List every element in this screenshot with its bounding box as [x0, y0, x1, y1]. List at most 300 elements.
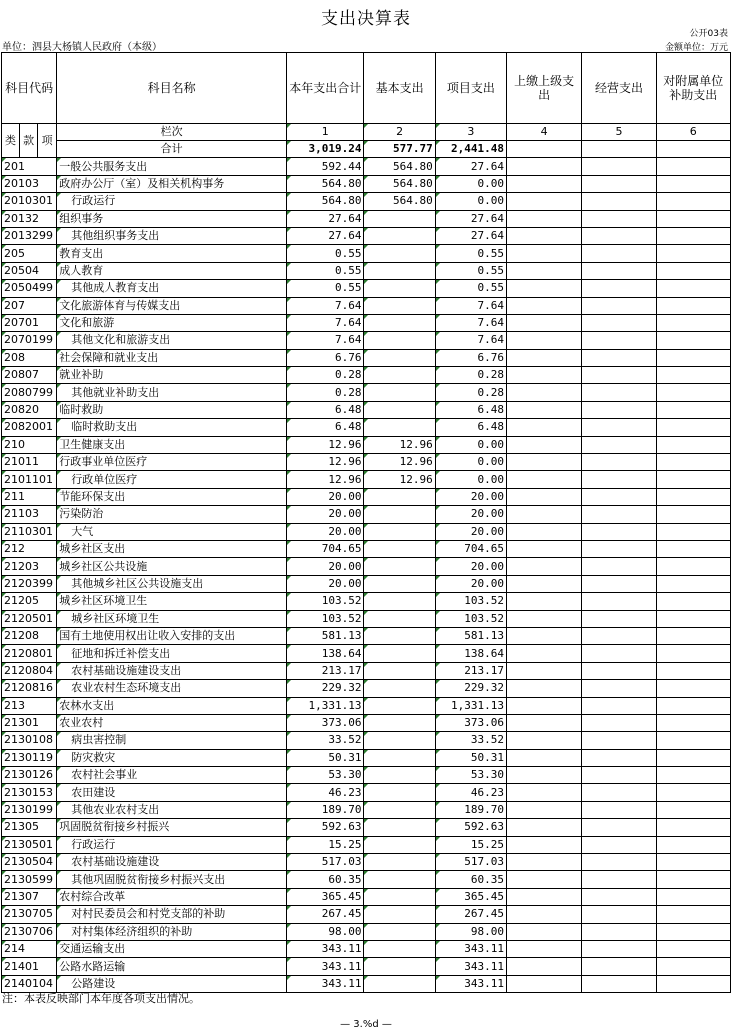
amount-c2 — [364, 540, 435, 557]
amount-c5 — [582, 645, 656, 662]
amount-c1: 343.11 — [287, 940, 364, 957]
subject-name: 城乡社区环境卫生 — [57, 593, 287, 610]
amount-c2 — [364, 575, 435, 592]
amount-c6 — [656, 367, 730, 384]
amount-c1: 0.28 — [287, 367, 364, 384]
amount-c4 — [507, 280, 582, 297]
reporting-unit: 单位：泗县大杨镇人民政府（本级） — [2, 42, 162, 53]
amount-c5 — [582, 384, 656, 401]
amount-c1: 564.80 — [287, 193, 364, 210]
table-row — [2, 297, 731, 314]
amount-c6 — [656, 593, 730, 610]
amount-c4 — [507, 819, 582, 836]
amount-c5 — [582, 749, 656, 766]
subject-name: 农村基础设施建设支出 — [57, 662, 287, 679]
amount-c4 — [507, 906, 582, 923]
amount-c6 — [656, 854, 730, 871]
subject-name: 卫生健康支出 — [57, 436, 287, 453]
subject-code: 205 — [2, 245, 57, 262]
amount-c6 — [656, 193, 730, 210]
subject-name: 国有土地使用权出让收入安排的支出 — [57, 627, 287, 644]
amount-c2 — [364, 958, 435, 975]
header-kuan: 款 — [20, 124, 38, 158]
subject-code: 21011 — [2, 454, 57, 471]
amount-c5 — [582, 732, 656, 749]
subject-name: 行政运行 — [57, 193, 287, 210]
table-row — [2, 436, 731, 453]
amount-c3: 0.00 — [435, 193, 506, 210]
table-row — [2, 645, 731, 662]
subject-code: 2130126 — [2, 767, 57, 784]
amount-c6 — [656, 923, 730, 940]
subject-name: 成人教育 — [57, 262, 287, 279]
table-row — [2, 349, 731, 366]
amount-c1: 7.64 — [287, 314, 364, 331]
subject-name: 行政事业单位医疗 — [57, 454, 287, 471]
col-index-2: 2 — [364, 124, 435, 141]
amount-c4 — [507, 262, 582, 279]
amount-c4 — [507, 627, 582, 644]
amount-c2 — [364, 906, 435, 923]
subject-name: 文化和旅游 — [57, 314, 287, 331]
amount-c5 — [582, 227, 656, 244]
amount-c5 — [582, 593, 656, 610]
amount-c2 — [364, 610, 435, 627]
header-basic-expenditure: 基本支出 — [364, 53, 435, 124]
amount-c4 — [507, 210, 582, 227]
table-row — [2, 175, 731, 192]
table-row — [2, 610, 731, 627]
table-row — [2, 819, 731, 836]
amount-c3: 0.00 — [435, 454, 506, 471]
subject-name: 教育支出 — [57, 245, 287, 262]
amount-c5 — [582, 488, 656, 505]
amount-c1: 103.52 — [287, 593, 364, 610]
amount-c3: 46.23 — [435, 784, 506, 801]
table-row — [2, 749, 731, 766]
amount-c1: 7.64 — [287, 332, 364, 349]
subject-code: 2130599 — [2, 871, 57, 888]
amount-c6 — [656, 906, 730, 923]
amount-c5 — [582, 801, 656, 818]
amount-c3: 27.64 — [435, 227, 506, 244]
amount-c6 — [656, 627, 730, 644]
amount-c5 — [582, 697, 656, 714]
amount-c5 — [582, 714, 656, 731]
amount-c5 — [582, 367, 656, 384]
table-row — [2, 558, 731, 575]
amount-c1: 12.96 — [287, 436, 364, 453]
amount-c6 — [656, 401, 730, 418]
amount-c2 — [364, 332, 435, 349]
amount-c1: 12.96 — [287, 454, 364, 471]
amount-c2 — [364, 975, 435, 992]
table-row — [2, 801, 731, 818]
amount-c5 — [582, 193, 656, 210]
amount-c2: 564.80 — [364, 158, 435, 175]
amount-c4 — [507, 436, 582, 453]
subject-name: 其他农业农村支出 — [57, 801, 287, 818]
amount-c1: 20.00 — [287, 558, 364, 575]
total-row — [2, 141, 731, 158]
amount-c1: 0.55 — [287, 280, 364, 297]
amount-c3: 0.00 — [435, 471, 506, 488]
col-index-5: 5 — [582, 124, 656, 141]
subject-name: 对村民委员会和村党支部的补助 — [57, 906, 287, 923]
table-row — [2, 662, 731, 679]
amount-c4 — [507, 767, 582, 784]
amount-c4 — [507, 854, 582, 871]
amount-c1: 229.32 — [287, 680, 364, 697]
subject-code: 2120501 — [2, 610, 57, 627]
header-lei: 类 — [2, 124, 20, 158]
amount-c3: 20.00 — [435, 558, 506, 575]
col-index-3: 3 — [435, 124, 506, 141]
subject-code: 2082001 — [2, 419, 57, 436]
amount-c5 — [582, 297, 656, 314]
subject-code: 2101101 — [2, 471, 57, 488]
subject-code: 2130706 — [2, 923, 57, 940]
table-row — [2, 627, 731, 644]
subject-name: 组织事务 — [57, 210, 287, 227]
amount-c4 — [507, 558, 582, 575]
amount-c5 — [582, 888, 656, 905]
amount-c6 — [656, 210, 730, 227]
subject-name: 城乡社区环境卫生 — [57, 610, 287, 627]
subject-code: 2120804 — [2, 662, 57, 679]
amount-c4 — [507, 593, 582, 610]
subject-code: 20807 — [2, 367, 57, 384]
amount-c3: 343.11 — [435, 975, 506, 992]
amount-c1: 0.55 — [287, 262, 364, 279]
subject-name: 城乡社区支出 — [57, 540, 287, 557]
amount-c2 — [364, 488, 435, 505]
amount-c4 — [507, 227, 582, 244]
amount-c4 — [507, 575, 582, 592]
amount-c5 — [582, 454, 656, 471]
subject-code: 201 — [2, 158, 57, 175]
subject-name: 临时救助支出 — [57, 419, 287, 436]
amount-c6 — [656, 958, 730, 975]
amount-c3: 60.35 — [435, 871, 506, 888]
amount-c2 — [364, 923, 435, 940]
subject-code: 2140104 — [2, 975, 57, 992]
amount-c1: 27.64 — [287, 210, 364, 227]
table-row — [2, 680, 731, 697]
subject-code: 207 — [2, 297, 57, 314]
amount-c2: 564.80 — [364, 175, 435, 192]
subject-code: 21103 — [2, 506, 57, 523]
subject-name: 政府办公厅（室）及相关机构事务 — [57, 175, 287, 192]
subject-name: 交通运输支出 — [57, 940, 287, 957]
amount-c6 — [656, 297, 730, 314]
footnote: 注：本表反映部门本年度各项支出情况。 — [2, 992, 200, 1005]
subject-code: 2130153 — [2, 784, 57, 801]
amount-c5 — [582, 280, 656, 297]
amount-c1: 60.35 — [287, 871, 364, 888]
amount-c1: 213.17 — [287, 662, 364, 679]
subject-name: 其他文化和旅游支出 — [57, 332, 287, 349]
table-row — [2, 384, 731, 401]
table-row — [2, 280, 731, 297]
amount-c1: 20.00 — [287, 488, 364, 505]
amount-c2 — [364, 227, 435, 244]
amount-c4 — [507, 923, 582, 940]
amount-c3: 103.52 — [435, 593, 506, 610]
amount-c5 — [582, 210, 656, 227]
table-row — [2, 210, 731, 227]
amount-c6 — [656, 245, 730, 262]
amount-c5 — [582, 819, 656, 836]
amount-c2 — [364, 680, 435, 697]
amount-c4 — [507, 523, 582, 540]
subject-code: 21401 — [2, 958, 57, 975]
amount-c6 — [656, 575, 730, 592]
amount-c3: 53.30 — [435, 767, 506, 784]
amount-c5 — [582, 575, 656, 592]
subject-code: 2130119 — [2, 749, 57, 766]
amount-c5 — [582, 506, 656, 523]
total-c6 — [656, 141, 730, 158]
subject-code: 2110301 — [2, 523, 57, 540]
amount-c6 — [656, 436, 730, 453]
amount-c6 — [656, 349, 730, 366]
amount-c6 — [656, 610, 730, 627]
amount-c3: 20.00 — [435, 488, 506, 505]
table-row — [2, 193, 731, 210]
amount-c4 — [507, 367, 582, 384]
subject-name: 大气 — [57, 523, 287, 540]
subject-code: 21208 — [2, 627, 57, 644]
header-project-expenditure: 项目支出 — [435, 53, 506, 124]
amount-c5 — [582, 158, 656, 175]
amount-c4 — [507, 610, 582, 627]
table-row — [2, 488, 731, 505]
subject-code: 211 — [2, 488, 57, 505]
amount-c3: 98.00 — [435, 923, 506, 940]
subject-name: 社会保障和就业支出 — [57, 349, 287, 366]
amount-c2 — [364, 210, 435, 227]
amount-c3: 20.00 — [435, 506, 506, 523]
table-row — [2, 471, 731, 488]
amount-c1: 7.64 — [287, 297, 364, 314]
amount-c6 — [656, 767, 730, 784]
amount-c4 — [507, 540, 582, 557]
subject-code: 210 — [2, 436, 57, 453]
amount-c2 — [364, 767, 435, 784]
amount-c3: 343.11 — [435, 958, 506, 975]
amount-c3: 0.00 — [435, 175, 506, 192]
table-row — [2, 367, 731, 384]
page-number: — 3.%d — — [340, 1019, 392, 1030]
amount-c3: 373.06 — [435, 714, 506, 731]
total-c1: 3,019.24 — [287, 141, 364, 158]
table-row — [2, 697, 731, 714]
table-row — [2, 593, 731, 610]
table-row — [2, 940, 731, 957]
subject-code: 212 — [2, 540, 57, 557]
subject-name: 行政运行 — [57, 836, 287, 853]
total-label: 合计 — [57, 141, 287, 158]
header-xiang: 项 — [38, 124, 57, 158]
subject-name: 农村社会事业 — [57, 767, 287, 784]
amount-c2 — [364, 697, 435, 714]
col-index-1: 1 — [287, 124, 364, 141]
amount-c3: 0.55 — [435, 245, 506, 262]
amount-c5 — [582, 401, 656, 418]
subject-code: 214 — [2, 940, 57, 957]
amount-c6 — [656, 558, 730, 575]
table-row — [2, 836, 731, 853]
amount-c5 — [582, 784, 656, 801]
amount-c3: 7.64 — [435, 314, 506, 331]
amount-c3: 103.52 — [435, 610, 506, 627]
amount-c3: 20.00 — [435, 523, 506, 540]
amount-c3: 20.00 — [435, 575, 506, 592]
subject-code: 2080799 — [2, 384, 57, 401]
amount-c2 — [364, 871, 435, 888]
table-row — [2, 888, 731, 905]
amount-c3: 50.31 — [435, 749, 506, 766]
amount-c6 — [656, 697, 730, 714]
subject-code: 2120816 — [2, 680, 57, 697]
amount-c2 — [364, 714, 435, 731]
amount-c3: 189.70 — [435, 801, 506, 818]
amount-c6 — [656, 662, 730, 679]
table-row — [2, 540, 731, 557]
amount-c4 — [507, 749, 582, 766]
amount-c1: 33.52 — [287, 732, 364, 749]
amount-c6 — [656, 871, 730, 888]
amount-c1: 138.64 — [287, 645, 364, 662]
total-c5 — [582, 141, 656, 158]
amount-c1: 12.96 — [287, 471, 364, 488]
subject-name: 公路建设 — [57, 975, 287, 992]
subject-code: 20820 — [2, 401, 57, 418]
amount-c2 — [364, 245, 435, 262]
amount-c5 — [582, 262, 656, 279]
amount-c5 — [582, 662, 656, 679]
subject-code: 20132 — [2, 210, 57, 227]
subject-name: 节能环保支出 — [57, 488, 287, 505]
table-row — [2, 906, 731, 923]
subject-name: 病虫害控制 — [57, 732, 287, 749]
subject-code: 20103 — [2, 175, 57, 192]
amount-c6 — [656, 732, 730, 749]
amount-c2 — [364, 645, 435, 662]
amount-c5 — [582, 958, 656, 975]
amount-c1: 564.80 — [287, 175, 364, 192]
column-index-row — [2, 124, 731, 141]
amount-c4 — [507, 384, 582, 401]
amount-c4 — [507, 732, 582, 749]
amount-c3: 0.28 — [435, 384, 506, 401]
table-row — [2, 923, 731, 940]
amount-c3: 213.17 — [435, 662, 506, 679]
amount-c2 — [364, 784, 435, 801]
subject-name: 其他组织事务支出 — [57, 227, 287, 244]
amount-c3: 27.64 — [435, 210, 506, 227]
table-row — [2, 314, 731, 331]
amount-c2: 12.96 — [364, 471, 435, 488]
subject-name: 征地和拆迁补偿支出 — [57, 645, 287, 662]
amount-c1: 592.63 — [287, 819, 364, 836]
amount-c2 — [364, 297, 435, 314]
amount-c1: 581.13 — [287, 627, 364, 644]
table-row — [2, 854, 731, 871]
amount-c6 — [656, 158, 730, 175]
amount-c1: 6.76 — [287, 349, 364, 366]
amount-c6 — [656, 680, 730, 697]
amount-c3: 15.25 — [435, 836, 506, 853]
amount-c1: 50.31 — [287, 749, 364, 766]
amount-c2 — [364, 349, 435, 366]
amount-c6 — [656, 523, 730, 540]
amount-c6 — [656, 749, 730, 766]
header-subsidy-affiliates: 对附属单位补助支出 — [656, 53, 730, 124]
amount-c6 — [656, 419, 730, 436]
amount-c1: 20.00 — [287, 523, 364, 540]
subject-code: 2130504 — [2, 854, 57, 871]
amount-c2 — [364, 401, 435, 418]
amount-c4 — [507, 419, 582, 436]
amount-c3: 6.48 — [435, 401, 506, 418]
amount-c5 — [582, 523, 656, 540]
table-row — [2, 714, 731, 731]
amount-c2 — [364, 280, 435, 297]
table-row — [2, 523, 731, 540]
amount-c4 — [507, 454, 582, 471]
amount-c6 — [656, 540, 730, 557]
subject-name: 城乡社区公共设施 — [57, 558, 287, 575]
amount-c5 — [582, 245, 656, 262]
subject-name: 就业补助 — [57, 367, 287, 384]
amount-c1: 373.06 — [287, 714, 364, 731]
amount-c4 — [507, 471, 582, 488]
table-row — [2, 575, 731, 592]
amount-c2 — [364, 836, 435, 853]
subject-code: 2130199 — [2, 801, 57, 818]
subject-code: 20504 — [2, 262, 57, 279]
amount-c5 — [582, 680, 656, 697]
amount-c4 — [507, 645, 582, 662]
amount-c3: 267.45 — [435, 906, 506, 923]
amount-c1: 15.25 — [287, 836, 364, 853]
amount-c6 — [656, 227, 730, 244]
form-code: 公开03表 — [689, 29, 728, 39]
total-c2: 577.77 — [364, 141, 435, 158]
amount-c2 — [364, 627, 435, 644]
amount-c3: 0.55 — [435, 280, 506, 297]
subject-code: 2130705 — [2, 906, 57, 923]
amount-c3: 365.45 — [435, 888, 506, 905]
amount-c5 — [582, 767, 656, 784]
subject-code: 2010301 — [2, 193, 57, 210]
amount-c6 — [656, 784, 730, 801]
subject-code: 21205 — [2, 593, 57, 610]
amount-c2 — [364, 523, 435, 540]
amount-c4 — [507, 297, 582, 314]
amount-c2 — [364, 854, 435, 871]
amount-c3: 33.52 — [435, 732, 506, 749]
amount-c2 — [364, 506, 435, 523]
header-name: 科目名称 — [57, 53, 287, 124]
amount-c2 — [364, 314, 435, 331]
subject-code: 2120399 — [2, 575, 57, 592]
amount-c2 — [364, 732, 435, 749]
amount-c4 — [507, 975, 582, 992]
subject-name: 农村综合改革 — [57, 888, 287, 905]
